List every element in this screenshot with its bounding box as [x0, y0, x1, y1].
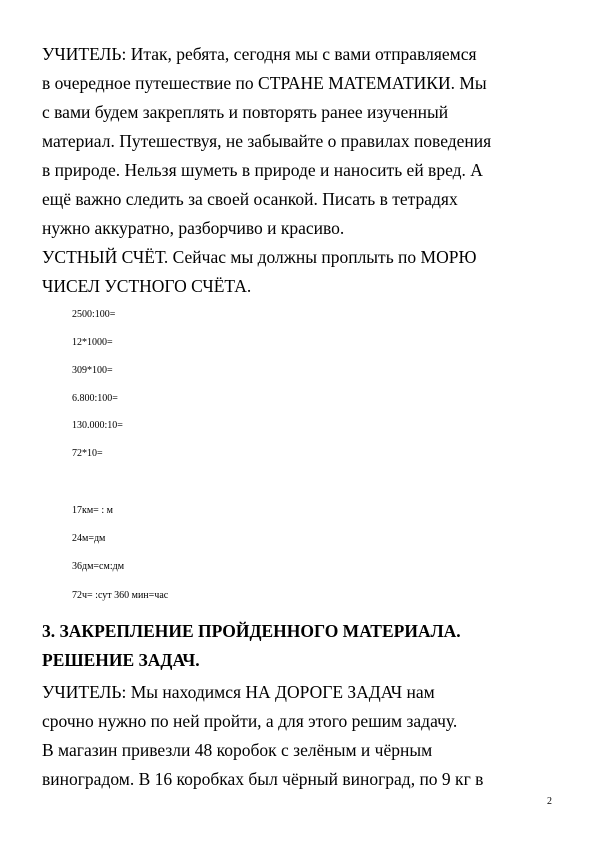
heading-line: 3. ЗАКРЕПЛЕНИЕ ПРОЙДЕННОГО МАТЕРИАЛА. [42, 621, 461, 641]
text-line: срочно нужно по ней пройти, а для этого решим задачу. [42, 711, 458, 731]
heading-line: РЕШЕНИЕ ЗАДАЧ. [42, 650, 200, 670]
unit-conversion: 24м=дм [72, 533, 106, 544]
text-line: ещё важно следить за своей осанкой. Писать в тетрадях [42, 189, 458, 209]
math-expression: 72*10= [72, 448, 103, 459]
page-number: 2 [547, 796, 552, 807]
text-line: в природе. Нельзя шуметь в природе и наносить ей вред. А [42, 160, 483, 180]
text-line: ЧИСЕЛ УСТНОГО СЧЁТА. [42, 276, 252, 296]
text-line: УЧИТЕЛЬ: Итак, ребята, сегодня мы с вами отправляемся [42, 44, 477, 64]
text-line: материал. Путешествуя, не забывайте о правилах поведения [42, 131, 492, 151]
math-expression: 130.000:10= [72, 420, 123, 431]
math-expression: 12*1000= [72, 337, 113, 348]
unit-conversion: 72ч= :сут 360 мин=час [72, 590, 169, 601]
math-expression: 6.800:100= [72, 393, 118, 404]
text-line: нужно аккуратно, разборчиво и красиво. [42, 218, 345, 238]
unit-conversion: 36дм=см:дм [72, 561, 125, 572]
text-line: виноградом. В 16 коробках был чёрный виноград, по 9 кг в [42, 769, 484, 789]
intro-paragraph [42, 40, 562, 301]
text-line: В магазин привезли 48 коробок с зелёным и чёрным [42, 740, 433, 760]
unit-conversion: 17км= : м [72, 505, 113, 516]
text-line: УСТНЫЙ СЧЁТ. Сейчас мы должны проплыть по МОРЮ [42, 247, 477, 267]
text-line: в очередное путешествие по СТРАНЕ МАТЕМАТИКИ. Мы [42, 73, 487, 93]
text-line: с вами будем закреплять и повторять ранее изученный [42, 102, 449, 122]
section-heading [42, 617, 461, 675]
math-expression: 2500:100= [72, 309, 116, 320]
task-paragraph [42, 678, 562, 794]
text-line: УЧИТЕЛЬ: Мы находимся НА ДОРОГЕ ЗАДАЧ нам [42, 682, 435, 702]
math-expression: 309*100= [72, 365, 113, 376]
